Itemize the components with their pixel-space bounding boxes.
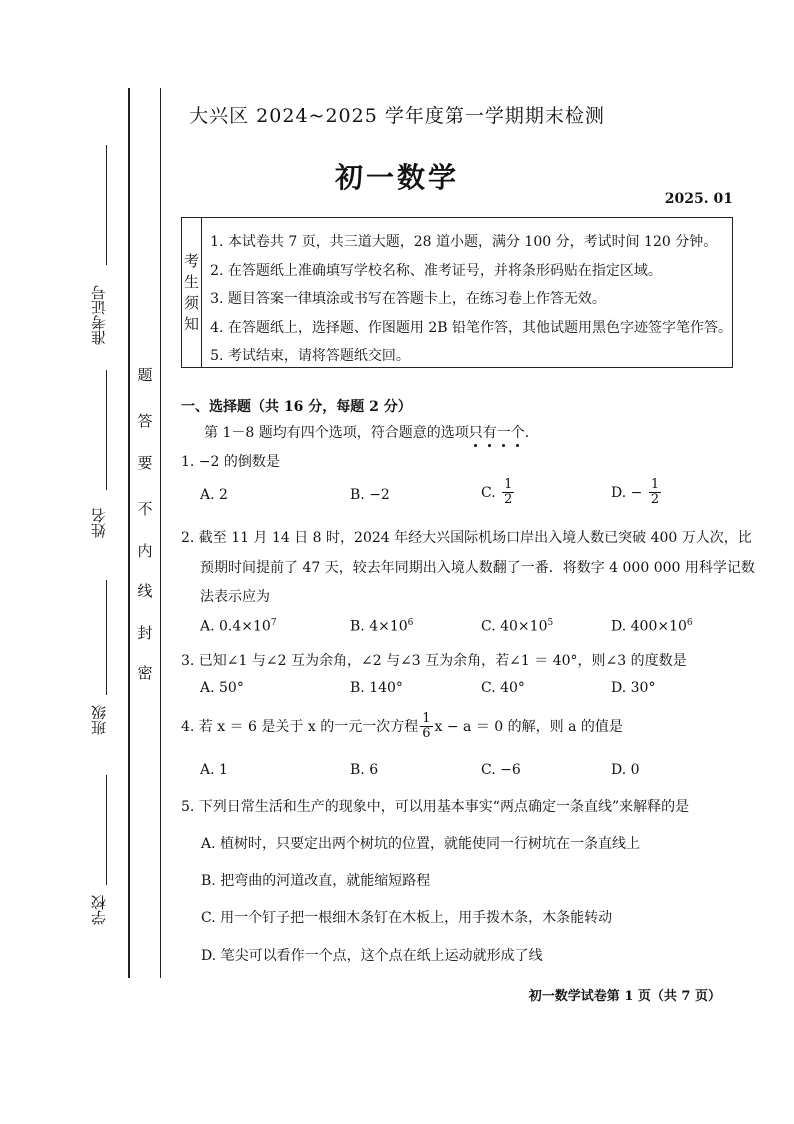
section-note [204,422,529,442]
subject-title: 初一数学 [334,161,459,194]
admission-no-label: 准考证号 [90,285,108,345]
seal-char: 封 [137,624,153,642]
school-fill-line [106,775,107,885]
question-4-text-end: x − a ＝ 0 的解，则 a 的值是 [434,718,623,735]
seal-char: 答 [137,412,153,430]
seal-char: 内 [137,542,153,560]
question-1-option-c [481,478,516,508]
fraction-denominator: 2 [650,492,660,508]
question-2-option-c [481,618,553,635]
notice-item: 5. 考试结束，请将答题纸交回。 [210,348,410,364]
question-1-option-d [611,478,663,508]
question-2-line: 法表示应为 [200,589,270,605]
fraction [502,478,514,508]
question-5-option-c: C. 用一个钉子把一根细木条钉在木板上，用手拨木条，木条能转动 [201,910,613,926]
question-4-option-d: D. 0 [611,762,640,778]
question-3-stem: 3. 已知∠1 与∠2 互为余角，∠2 与∠3 互为余角，若∠1 ＝ 40°，则∠3 的度数是 [181,653,687,669]
question-1-option-b: B. −2 [350,487,390,503]
exponent: 5 [547,618,554,628]
section-note-end: . [524,425,530,441]
option-text: A. 0.4×10 [200,618,271,635]
question-3-option-a: A. 50° [200,680,244,696]
question-2-option-b [350,618,413,635]
question-5-option-b: B. 把弯曲的河道改直，就能缩短路程 [201,873,431,889]
option-text: C. 40×10 [481,618,548,635]
name-fill-line [106,370,107,490]
question-4-option-c: C. −6 [481,762,521,778]
question-3-option-d: D. 30° [611,680,656,696]
fraction-denominator: 6 [422,726,431,742]
question-3-option-b: B. 140° [350,680,403,696]
fraction-numerator: 1 [422,711,431,726]
option-label: C. [481,484,496,501]
notice-item: 4. 在答题纸上，选择题、作图题用 2B 铅笔作答，其他试题用黑色字迹签字笔作答。 [210,319,732,336]
notice-item: 1. 本试卷共 7 页，共三道大题，28 道小题，满分 100 分，考试时间 120 分钟。 [210,234,718,250]
question-2-line: 预期时间提前了 47 天，较去年同期出入境人数翻了一番．将数字 4 000 000 用科学记数 [200,560,755,576]
notice-heading-char: 知 [184,314,200,333]
question-1-stem: 1. −2 的倒数是 [181,454,280,470]
fraction-denominator: 2 [504,492,513,508]
question-4-text: 4. 若 x ＝ 6 是关于 x 的一元一次方程 [181,718,419,735]
notice-heading-char: 须 [184,293,200,312]
exponent: 7 [270,618,277,628]
exam-title: 大兴区 2024~2025 学年度第一学期期末检测 [189,105,605,127]
seal-char: 题 [137,366,153,384]
section-note-text: 第 1－8 题均有四个选项，符合题意的选项 [204,425,469,441]
question-5-stem: 5. 下列日常生活和生产的现象中，可以用基本事实“两点确定一条直线”来解释的是 [181,799,690,815]
name-label: 姓名 [90,508,108,538]
notice-heading [182,218,202,367]
option-label: D. − [611,484,643,501]
notice-item: 3. 题目答案一律填涂或书写在答题卡上，在练习卷上作答无效。 [210,291,606,307]
question-5-option-a: A. 植树时，只要定出两个树坑的位置，就能使同一行树坑在一条直线上 [201,836,641,852]
fraction-numerator: 1 [504,477,513,492]
notice-heading-char: 生 [184,272,200,291]
emphasis-char: 有 [482,425,497,441]
question-4-option-a: A. 1 [200,762,228,778]
question-1-option-a: A. 2 [200,487,228,503]
class-label: 班级 [90,705,108,735]
seal-char: 线 [137,582,153,600]
school-label: 学校 [90,895,108,925]
emphasis-char: 一 [496,425,511,441]
question-2-option-d [611,618,693,635]
option-text: D. 400×10 [611,618,687,635]
question-5-option-d: D. 笔尖可以看作一个点，这个点在纸上运动就形成了线 [201,948,543,964]
notice-items [202,218,732,367]
question-2-line: 2. 截至 11 月 14 日 8 时，2024 年经大兴国际机场口岸出入境人数已突破 400 万人次，比 [181,530,752,546]
class-fill-line [106,580,107,695]
seal-char: 要 [137,454,153,472]
exponent: 6 [407,618,414,628]
question-2-option-a [200,618,277,635]
option-text: B. 4×10 [350,618,408,635]
fraction [420,712,432,742]
notice-heading-char: 考 [184,251,200,270]
page-footer: 初一数学试卷第 1 页（共 7 页） [528,989,721,1004]
emphasis-char: 只 [468,425,483,441]
seal-char: 密 [137,664,153,682]
section-heading: 一、选择题（共 16 分，每题 2 分） [181,399,412,415]
exponent: 6 [686,618,693,628]
question-4-option-b: B. 6 [350,762,379,778]
emphasis-char: 个 [510,425,525,441]
seal-char: 不 [137,500,153,518]
exam-date: 2025. 01 [664,191,733,207]
binding-line-left [128,88,130,978]
fraction [649,478,661,508]
question-3-option-c: C. 40° [481,680,525,696]
question-4-stem [181,712,623,742]
notice-box [181,217,733,368]
notice-item: 2. 在答题纸上准确填写学校名称、准考证号，并将条形码贴在指定区域。 [210,262,662,279]
fraction-numerator: 1 [650,477,660,492]
binding-line-right [160,88,161,978]
